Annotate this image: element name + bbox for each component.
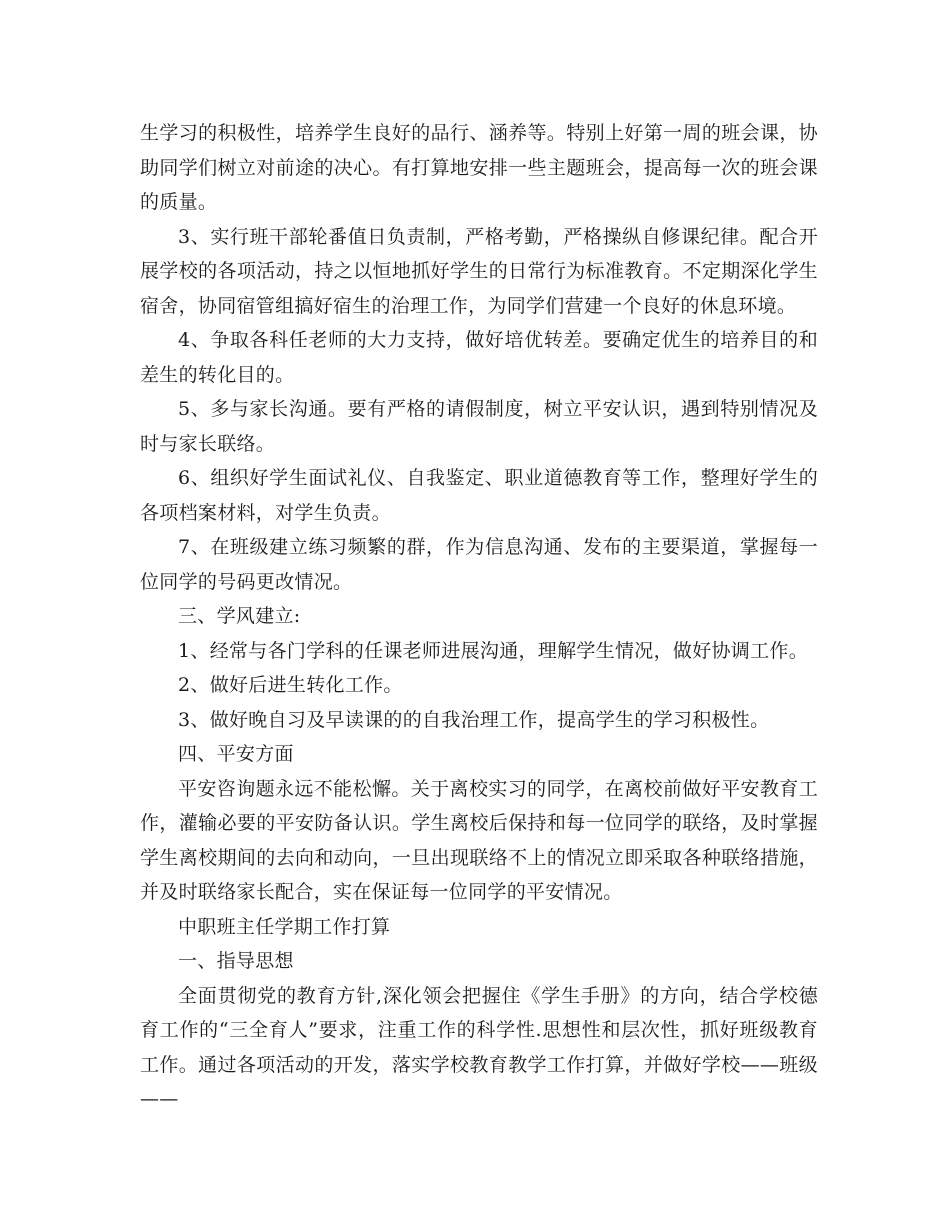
paragraph-continuation: 生学习的积极性，培养学生良好的品行、涵养等。特别上好第一周的班会课，协助同学们树立对前途的决心。有打算地安排一些主题班会，提高每一次的班会课的质量。 xyxy=(140,122,818,213)
paragraph-study-item-1: 1、经常与各门学科的任课老师进展沟通，理解学生情况，做好协调工作。 xyxy=(178,639,808,662)
paragraph-item-3: 3、实行班干部轮番值日负责制，严格考勤，严格操纵自修课纪律。配合开展学校的各项活动，持之以恒地抓好学生的日常行为标准教育。不定期深化学生宿舍，协同宿管组搞好宿生的治理工作，为同学们营建一个良好的休息环境。 xyxy=(140,225,818,317)
section-heading-study-style: 三、学风建立: xyxy=(178,605,301,627)
paragraph-guiding-ideology: 全面贯彻党的教育方针,深化领会把握住《学生手册》的方向，结合学校德育工作的“三全育人”要求，注重工作的科学性.思想性和层次性，抓好班级教育工作。通过各项活动的开发，落实学校教育教学工作打算，并做好学校——班级—— xyxy=(140,984,818,1110)
paragraph-study-item-2: 2、做好后进生转化工作。 xyxy=(178,674,403,696)
section-heading-guiding-ideology: 一、指导思想 xyxy=(178,950,294,972)
document-subtitle: 中职班主任学期工作打算 xyxy=(178,915,391,938)
paragraph-item-6: 6、组织好学生面试礼仪、自我鉴定、职业道德教育等工作，整理好学生的各项档案材料，对学生负责。 xyxy=(140,467,818,524)
paragraph-item-7: 7、在班级建立练习频繁的群，作为信息沟通、发布的主要渠道，掌握每一位同学的号码更改情况。 xyxy=(140,536,818,593)
section-heading-safety: 四、平安方面 xyxy=(178,743,294,765)
paragraph-safety: 平安咨询题永远不能松懈。关于离校实习的同学，在离校前做好平安教育工作，灌输必要的平安防备认识。学生离校后保持和每一位同学的联络，及时掌握学生离校期间的去向和动向，一旦出现联络不上的情况立即采取各种联络措施，并及时联络家长配合，实在保证每一位同学的平安情况。 xyxy=(140,777,818,903)
paragraph-item-4: 4、争取各科任老师的大力支持，做好培优转差。要确定优生的培养目的和差生的转化目的。 xyxy=(140,329,818,386)
paragraph-study-item-3: 3、做好晚自习及早读课的的自我治理工作，提高学生的学习积极性。 xyxy=(178,708,770,731)
paragraph-item-5: 5、多与家长沟通。要有严格的请假制度，树立平安认识，遇到特别情况及时与家长联络。 xyxy=(140,398,818,455)
